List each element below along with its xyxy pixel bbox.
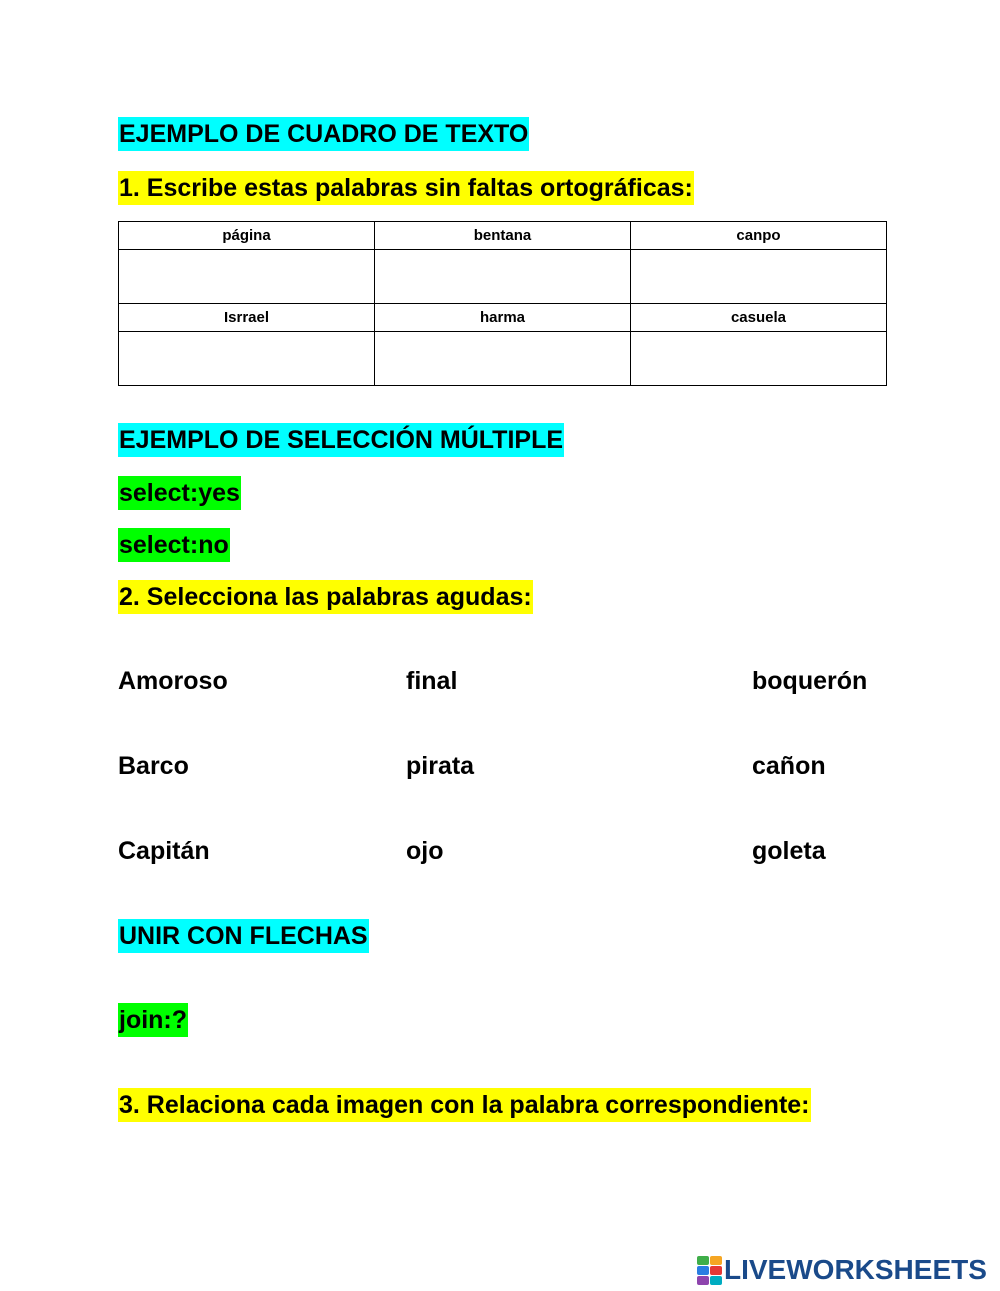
section3-heading-line [118,919,369,953]
word-option[interactable]: Barco [118,752,189,780]
section2-heading: EJEMPLO DE SELECCIÓN MÚLTIPLE [118,423,564,457]
answer-cell[interactable] [119,332,375,386]
table-word-cell: página [119,222,375,250]
table-row [119,332,887,386]
section2-heading-line [118,423,564,457]
section3-instruction: 3. Relaciona cada imagen con la palabra correspondiente: [118,1088,811,1122]
answer-cell[interactable] [119,250,375,304]
word-option[interactable]: boquerón [752,667,868,695]
word-option[interactable]: cañon [752,752,826,780]
section2-instruction: 2. Selecciona las palabras agudas: [118,580,533,614]
table-word-cell: canpo [631,222,887,250]
word-option[interactable]: ojo [406,837,444,865]
select-yes-tag: select:yes [118,476,241,510]
logo-text: LIVEWORKSHEETS [724,1254,987,1285]
word-option[interactable]: goleta [752,837,826,865]
table-word-cell: harma [375,304,631,332]
section3-heading: UNIR CON FLECHAS [118,919,369,953]
section1-instruction-line [118,171,694,205]
liveworksheets-logo [697,1254,987,1286]
spelling-table [118,221,887,386]
table-row [119,222,887,250]
section3-instruction-line [118,1088,811,1122]
table-word-cell: casuela [631,304,887,332]
table-row [119,250,887,304]
join-tag-line [118,1003,188,1037]
logo-icon [697,1256,721,1284]
section1-heading-line [118,117,529,151]
word-option[interactable]: final [406,667,458,695]
section1-heading: EJEMPLO DE CUADRO DE TEXTO [118,117,529,151]
answer-cell[interactable] [375,332,631,386]
section1-instruction: 1. Escribe estas palabras sin faltas ortográficas: [118,171,694,205]
select-no-tag: select:no [118,528,230,562]
section2-instruction-line [118,580,533,614]
answer-cell[interactable] [375,250,631,304]
word-option[interactable]: Amoroso [118,667,228,695]
table-row [119,304,887,332]
answer-cell[interactable] [631,332,887,386]
select-yes-line [118,476,241,510]
join-tag: join:? [118,1003,188,1037]
word-option[interactable]: pirata [406,752,475,780]
select-no-line [118,528,230,562]
table-word-cell: bentana [375,222,631,250]
table-word-cell: Isrrael [119,304,375,332]
word-option[interactable]: Capitán [118,837,210,865]
answer-cell[interactable] [631,250,887,304]
